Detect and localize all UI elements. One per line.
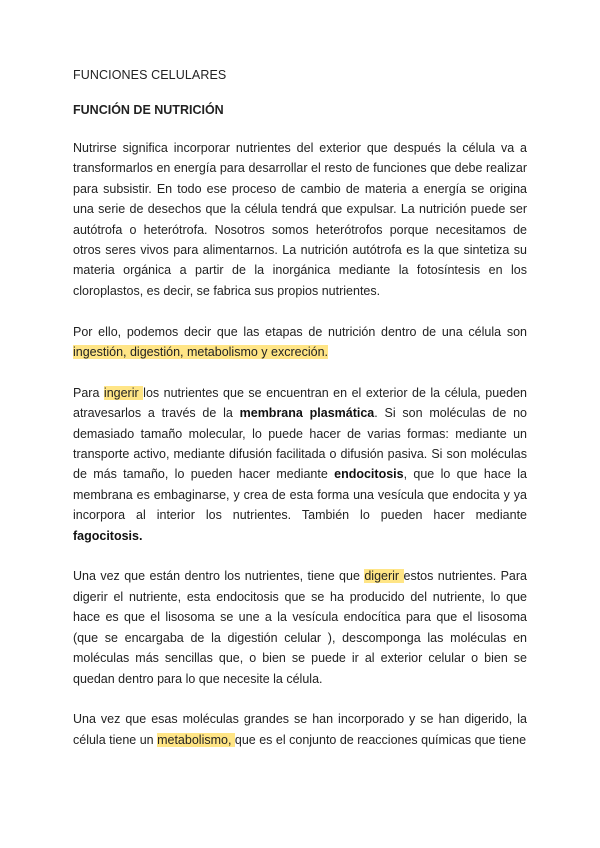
paragraph-stages — [73, 322, 527, 363]
paragraph-text: Una vez que esas moléculas grandes se han incorporado y se han digerido, la célula tiene un — [73, 712, 527, 747]
highlight-metabolismo: metabolismo, — [157, 732, 235, 747]
document-title: FUNCIONES CELULARES — [73, 68, 227, 82]
section-title: FUNCIÓN DE NUTRICIÓN — [73, 103, 224, 117]
paragraph-text: los nutrientes que se encuentran en el exterior de la célula, pueden atravesarlos a través de la — [73, 385, 527, 421]
bold-endocitosis: endocitosis — [334, 467, 404, 482]
paragraph-text: . Si son moléculas de no demasiado tamaño molecular, lo puede hacer de varias formas: mediante un transporte activo, mediante difusión facilitada o difusión pasiva. Si son moléculas de más tamaño, lo pueden hacer mediante — [73, 406, 527, 482]
paragraph-digestion — [73, 566, 527, 688]
paragraph-text: que es el conjunto de reacciones químicas que tiene — [234, 732, 527, 747]
paragraph-text: Una vez que están dentro los nutrientes, tiene que — [73, 569, 365, 584]
bold-fagocitosis: fagocitosis. — [73, 528, 143, 543]
bold-membrana: membrana plasmática — [239, 406, 375, 421]
highlight-digerir: digerir — [364, 569, 404, 584]
paragraph-text: , que lo que hace la membrana es embaginarse, y crea de esta forma una vesícula que endocita y ya incorpora al interior los nutrientes. También lo pueden hacer mediante — [73, 467, 527, 523]
paragraph-ingestion — [73, 383, 527, 546]
highlight-ingerir: ingerir — [103, 385, 144, 400]
paragraph-nutrition-intro: Nutrirse significa incorporar nutrientes del exterior que después la célula va a transformarlos en energía para desarrollar el resto de funciones que debe realizar para subsistir. En todo ese proceso de cambio de materia a energía se origina una serie de desechos que la célula tendrá que expulsar. La nutrición puede ser autótrofa o heterótrofa. Nosotros somos heterótrofos porque necesitamos de otros seres vivos para alimentarnos. La nutrición autótrofa es la que sintetiza su materia orgánica a partir de la inorgánica mediante la fotosíntesis en los cloroplastos, es decir, se fabrica sus propios nutrientes. — [73, 141, 527, 298]
paragraph-text: Por ello, podemos decir que las etapas de nutrición dentro de una célula son — [73, 324, 527, 339]
paragraph-text: Para — [73, 385, 104, 400]
paragraph-metabolism — [73, 709, 527, 750]
paragraph-text: estos nutrientes. Para digerir el nutriente, esta endocitosis que se ha producido del nutriente, lo que hace es que el lisosoma se une a la vesícula endocítica para que el lisosoma (que se encargaba de la digestión celular ), descomponga las moléculas en moléculas más sencillas que, o bien se puede ir al exterior celular o bien se quedan dentro para lo que necesite la célula. — [73, 569, 527, 686]
highlight-stages: ingestión, digestión, metabolismo y excreción. — [73, 345, 328, 360]
